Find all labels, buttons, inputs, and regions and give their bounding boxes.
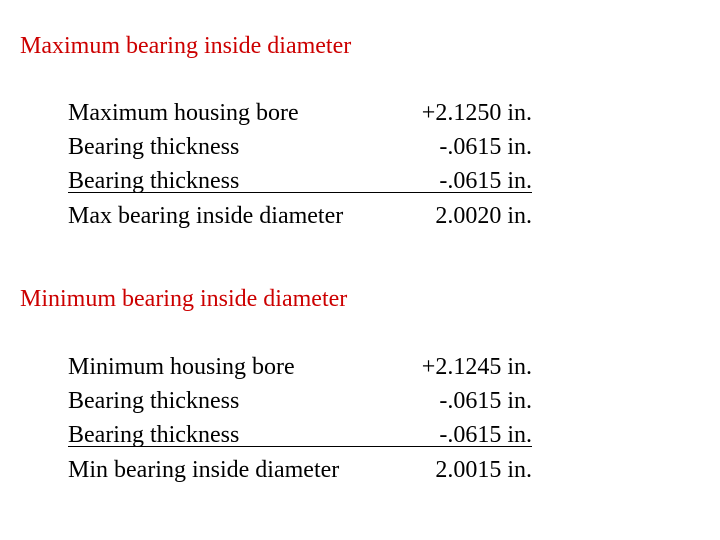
row-label: Bearing thickness: [68, 422, 240, 448]
row-label: Minimum housing bore: [68, 354, 295, 380]
row-label: Min bearing inside diameter: [68, 457, 340, 483]
calc-row-result: [68, 455, 532, 489]
row-label: Maximum housing bore: [68, 100, 299, 126]
row-value: -.0615 in.: [439, 134, 532, 160]
calc-row-bearing-thickness: [68, 386, 532, 420]
calc-row-bearing-thickness: [68, 132, 532, 166]
min-calculation-block: [68, 352, 532, 489]
calc-row-bearing-thickness-underlined: [68, 420, 532, 447]
row-value: +2.1250 in.: [421, 100, 532, 126]
row-value: 2.0020 in.: [435, 203, 532, 229]
row-label: Max bearing inside diameter: [68, 203, 344, 229]
calc-row-housing-bore: [68, 352, 532, 386]
row-label: Bearing thickness: [68, 388, 240, 414]
row-value: 2.0015 in.: [435, 457, 532, 483]
row-label: Bearing thickness: [68, 134, 240, 160]
min-section-title: Minimum bearing inside diameter: [20, 286, 348, 312]
max-calculation-block: [68, 98, 532, 235]
max-section-title: Maximum bearing inside diameter: [20, 33, 352, 59]
calc-row-bearing-thickness-underlined: [68, 166, 532, 193]
calc-row-housing-bore: [68, 98, 532, 132]
row-label: Bearing thickness: [68, 168, 240, 194]
calc-row-result: [68, 201, 532, 235]
row-value: -.0615 in.: [439, 422, 532, 448]
row-value: -.0615 in.: [439, 388, 532, 414]
row-value: +2.1245 in.: [421, 354, 532, 380]
row-value: -.0615 in.: [439, 168, 532, 194]
